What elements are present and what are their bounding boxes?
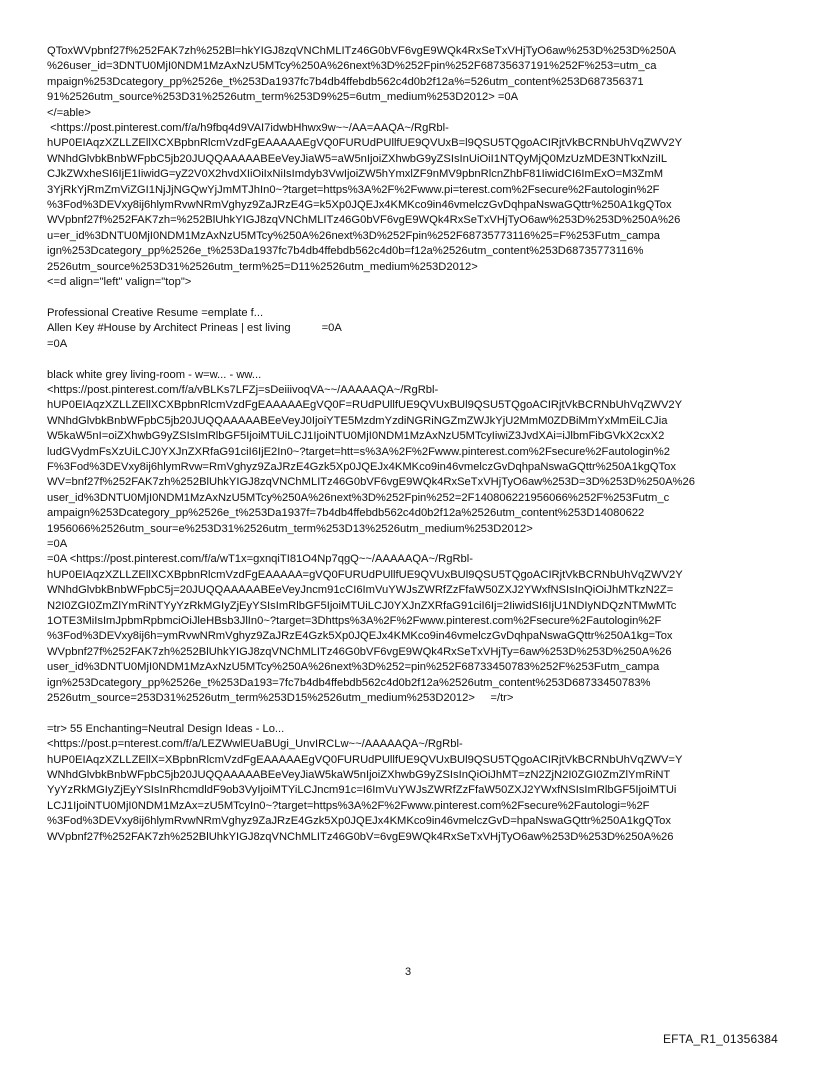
text-line: ign%253Dcategory_pp%2526e_t%253Da1937fc7b4db4ffebdb562c4d0b=f12a%2526utm_content%253D68735773116% — [47, 245, 644, 258]
text-line — [47, 706, 777, 721]
page-number: 3 — [404, 966, 412, 978]
document-body — [47, 44, 777, 845]
text-line: <=d align="left" valign="top"> — [47, 276, 192, 289]
text-line — [47, 352, 777, 367]
text-line: black white grey living-room - w=w... - ww... — [47, 368, 262, 381]
text-line: <https://post.pinterest.com/f/a/vBLKs7LFZj=sDeiiivoqVA~~/AAAAAQA~/RgRbl- — [47, 383, 439, 396]
text-line: =0A — [47, 337, 68, 350]
text-line: u=er_id%3DNTU0MjI0NDM1MzAxNzU5MTcy%250A%26next%3D%252Fpin%252F68735773116%25=F%253Futm_campa — [47, 229, 660, 242]
text-line: WVpbnf27f%252FAK7zh=%252BlUhkYIGJ8zqVNChMLITz46G0bVF6vgE9WQk4RxSeTxVHjTyO6aw%253D%253D%250A%26 — [47, 214, 681, 227]
text-line: QToxWVpbnf27f%252FAK7zh%252Bl=hkYIGJ8zqVNChMLITz46G0bVF6vgE9WQk4RxSeTxVHjTyO6aw%253D%253D%250A — [47, 45, 676, 57]
text-line: WVpbnf27f%252FAK7zh%252BlUhkYIGJ8zqVNChMLITz46G0bV=6vgE9WQk4RxSeTxVHjTyO6aw%253D%253D%250A%26 — [47, 830, 674, 843]
text-line: F%3Fod%3DEVxy8ij6hlymRvw=RmVghyz9ZaJRzE4Gzk5Xp0JQEJx4KMKco9in46vmelczGvDqhpaNswaGQttr%250A1kgQTox — [47, 460, 676, 473]
text-line: hUP0EIAqzXZLLZEllXCXBpbnRlcmVzdFgEAAAAAEgVQ0F=RUdPUllfUE9QVUxBUl9QSU5TQgoACIRjtVkBCRNbUhVqZWV2Y — [47, 399, 683, 412]
text-line: mpaign%253Dcategory_pp%2526e_t%253Da1937fc7b4db4ffebdb562c4d0b2f12a%=526utm_content%253D687356371 — [47, 75, 644, 88]
text-line: =0A <https://post.pinterest.com/f/a/wT1x=gxnqiTI81O4Np7qgQ~~/AAAAAQA~/RgRbl- — [47, 553, 473, 566]
text-line: 1956066%2526utm_sour=e%253D31%2526utm_term%253D13%2526utm_medium%253D2012> — [47, 522, 533, 535]
text-line: ign%253Dcategory_pp%2526e_t%253Da193=7fc7b4db4ffebdb562c4d0b2f12a%2526utm_content%253D68733450783% — [47, 676, 651, 689]
text-line: W5kaW5nI=oiZXhwbG9yZSIsImRlbGF5IjoiMTUiLCJ1IjoiNTU0MjI0NDM1MzAxNzU5MTcyIiwiZ3JvdXAi=iJlbmFibGVkX2cxX2 — [47, 430, 665, 443]
text-line: </=able> — [47, 106, 91, 119]
text-line: 1OTE3MiIsImJpbmRpbmciOiJleHBsb3JlIn0~?target=3Dhttps%3A%2F%2Fwww.pinterest.com%2Fsecure%2Fautologin%2F — [47, 615, 662, 627]
text-line: CJkZWxheSI6IjE1IiwidG=yZ2V0X2hvdXIiOiIxNiIsImdyb3VwIjoiZW5hYmxlZF9nMV9pbnRlcnZhbF81IiwidCI6ImExO=M3ZmM — [47, 168, 664, 181]
text-line: =tr> 55 Enchanting=Neutral Design Ideas - Lo... — [47, 722, 285, 735]
text-line: <https://post.pinterest.com/f/a/h9fbq4d9VAI7idwbHhwx9w~~/AA=AAQA~/RgRbl- — [47, 122, 449, 135]
text-line: WNhdGlvbkBnbWFpbC5jb20JUQQAAAAABEeVeyJiaW5=aW5nIjoiZXhwbG9yZSIsInUiOiI1NTQyMjQ0MzUzMDE3NTkxNziIL — [47, 152, 668, 165]
text-line: Professional Creative Resume =emplate f... — [47, 306, 264, 319]
text-line: hUP0EIAqzXZLLZEllXCXBpbnRlcmVzdFgEAAAAA=gVQ0FURUdPUllfUE9QVUxBUl9QSU5TQgoACIRjtVkBCRNbUhVqZWV2Y — [47, 568, 683, 581]
text-line: %3Fod%3DEVxy8ij6hlymRvwNRmVghyz9ZaJRzE4G=k5Xp0JQEJx4KMKco9in46vmelczGvDqhpaNswaGQttr%250A1kgQTox — [47, 199, 672, 212]
text-line: ampaign%253Dcategory_pp%2526e_t%253Da1937f=7b4db4ffebdb562c4d0b2f12a%2526utm_content%253D14080622 — [47, 507, 645, 520]
text-line: 2526utm_source=253D31%2526utm_term%253D15%2526utm_medium%253D2012> =/tr> — [47, 692, 514, 705]
text-line: WNhdGlvbkBnbWFpbC5j=20JUQQAAAAABEeVeyJncm91cCI6ImVuYWJsZWRfZzFfaW50ZXJ2YWxfNSIsInQiOiJhMTkzN2Z= — [47, 584, 674, 597]
text-line: %3Fod%3DEVxy8ij6h=ymRvwNRmVghyz9ZaJRzE4Gzk5Xp0JQEJx4KMKco9in46vmelczGvDqhpaNswaGQttr%250A1kg=Tox — [47, 630, 673, 643]
document-id: EFTA_R1_01356384 — [662, 1032, 778, 1046]
text-line: 91%2526utm_source%253D31%2526utm_term%253D9%25=6utm_medium%253D2012> =0A — [47, 91, 519, 104]
text-line: %3Fod%3DEVxy8ij6hlymRvwNRmVghyz9ZaJRzE4Gzk5Xp0JQEJx4KMKco9in46vmelczGvD=hpaNswaGQttr%250A1kgQTox — [47, 815, 671, 828]
text-line: WVpbnf27f%252FAK7zh%252BlUhkYIGJ8zqVNChMLITz46G0bVF6vgE9WQk4RxSeTxVHjTy=6aw%253D%253D%250A%26 — [47, 645, 672, 658]
text-line — [47, 291, 777, 306]
text-line: %26user_id=3DNTU0MjI0NDM1MzAxNzU5MTcy%250A%26next%3D%252Fpin%252F68735637191%252F%253=utm_ca — [47, 60, 657, 73]
text-line: hUP0EIAqzXZLLZEllX=XBpbnRlcmVzdFgEAAAAAEgVQ0FURUdPUllfUE9QVUxBUl9QSU5TQgoACIRjtVkBCRNbUhVqZWV=Y — [47, 753, 683, 766]
text-line: WNhdGlvbkBnbWFpbC5jb20JUQQAAAAABEeVeyJiaW5kaW5nIjoiZXhwbG9yZSIsInQiOiJhMT=zN2ZjN2I0ZGI0ZmZlYmRiNT — [47, 769, 671, 782]
text-line: user_id%3DNTU0MjI0NDM1MzAxNzU5MTcy%250A%26next%3D%252Fpin%252=2F140806221956066%252F%253Futm_c — [47, 491, 670, 504]
text-line: WV=bnf27f%252FAK7zh%252BlUhkYIGJ8zqVNChMLITz46G0bVF6vgE9WQk4RxSeTxVHjTyO6aw%253D=3D%253D%250A%26 — [47, 476, 695, 489]
text-line: LCJ1IjoiNTU0MjI0NDM1MzAx=zU5MTcyIn0~?target=https%3A%2F%2Fwww.pinterest.com%2Fsecure%2Fautologi=%2F — [47, 799, 650, 812]
text-line: ludGVydmFsXzUiLCJ0YXJnZXRfaG91ciI6IjE2In0~?target=htt=s%3A%2F%2Fwww.pinterest.com%2Fsecure%2Fautologin%2 — [47, 445, 670, 458]
text-line: YyYzRkMGIyZjEyYSIsInRhcmdldF9ob3VyIjoiMTYiLCJncm91c=I6ImVuYWJsZWRfZzFfaW50ZXJ2YWxfNSIsImRlbGF5IjoiMTUi — [47, 784, 677, 797]
text-line: 3YjRkYjRmZmViZGI1NjJjNGQwYjJmMTJhIn0~?target=https%3A%2F%2Fwww.pi=terest.com%2Fsecure%2Fautologin%2F — [47, 183, 660, 196]
text-line: 2526utm_source%253D31%2526utm_term%25=D11%2526utm_medium%253D2012> — [47, 260, 478, 273]
text-line: WNhdGlvbkBnbWFpbC5jb20JUQQAAAAABEeVeyJ0IjoiYTE5MzdmYzdiNGRiNGZmZWJkYjU2MmM0ZDBiMmYxMmEiLCJia — [47, 414, 668, 427]
text-line: hUP0EIAqzXZLLZEllXCXBpbnRlcmVzdFgEAAAAAEgVQ0FURUdPUllfUE9QVUxB=l9QSU5TQgoACIRjtVkBCRNbUhVqZWV2Y — [47, 137, 683, 150]
text-line: N2I0ZGI0ZmZlYmRiNTYyYzRkMGIyZjEyYSIsImRlbGF5IjoiMTUiLCJ0YXJnZXRfaG91ciI6Ij=2IiwidSI6IjU1NDIyNDQzNTMwMTc — [47, 599, 677, 612]
text-line: =0A — [47, 537, 68, 550]
text-line: Allen Key #House by Architect Prineas | est living =0A — [47, 322, 342, 335]
text-line: user_id%3DNTU0MjI0NDM1MzAxNzU5MTcy%250A%26next%3D%252=pin%252F68733450783%252F%253Futm_campa — [47, 661, 660, 674]
text-line: <https://post.p=nterest.com/f/a/LEZWwlEUaBUgi_UnvIRCLw~~/AAAAAQA~/RgRbl- — [47, 738, 463, 751]
